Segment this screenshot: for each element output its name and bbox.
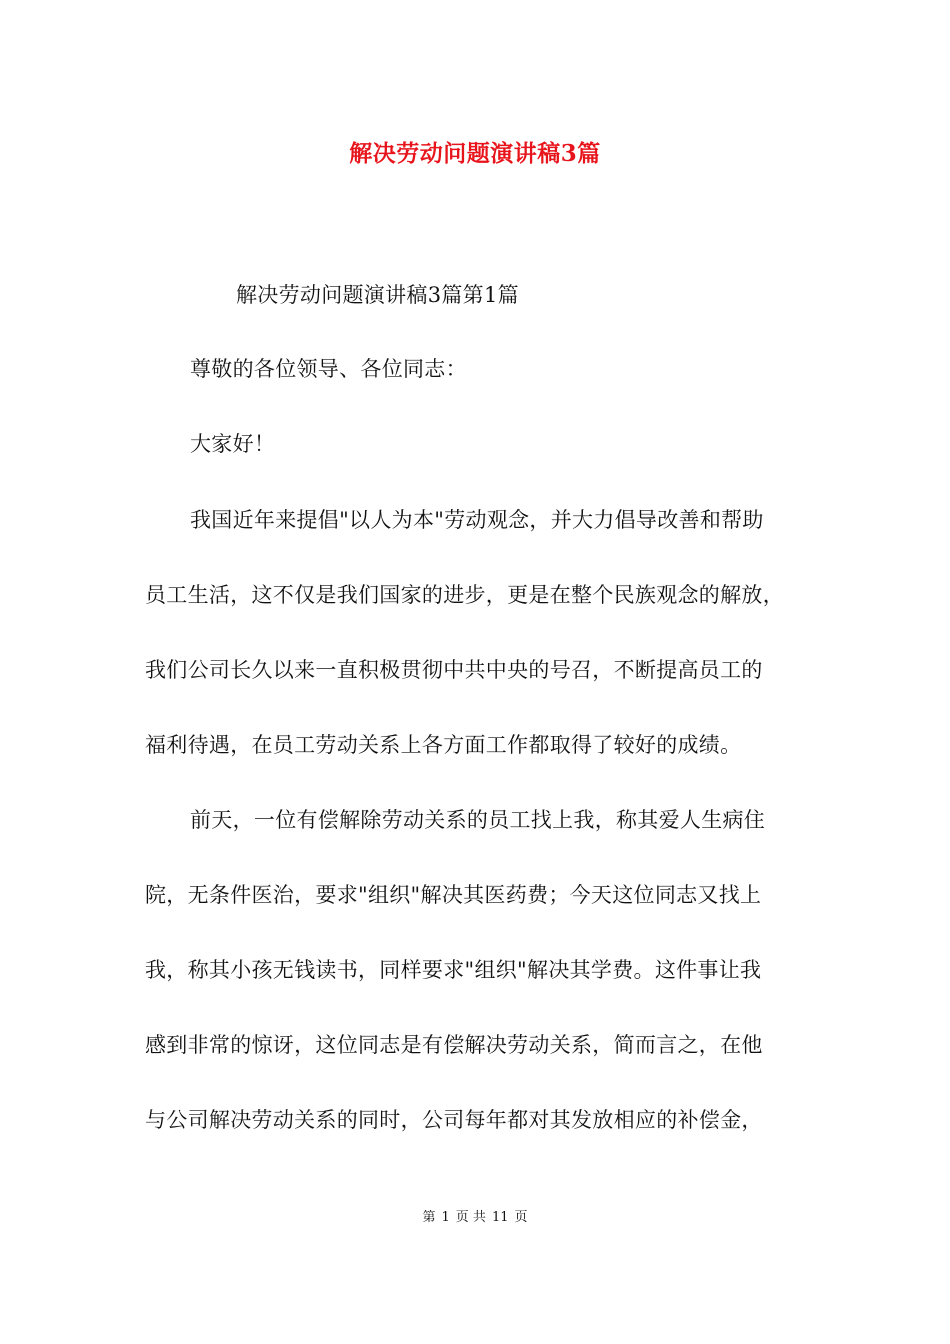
paragraph-line: 感到非常的惊讶，这位同志是有偿解决劳动关系，简而言之，在他 [145,1033,763,1057]
section-heading: 解决劳动问题演讲稿3篇第1篇 [236,283,519,307]
paragraph-line: 我们公司长久以来一直积极贯彻中共中央的号召，不断提高员工的 [145,658,763,682]
paragraph-line: 与公司解决劳动关系的同时，公司每年都对其发放相应的补偿金， [145,1108,763,1132]
footer-suffix: 页 [514,1210,528,1225]
greeting: 大家好！ [190,432,276,456]
paragraph-line: 院，无条件医治，要求"组织"解决其医药费；今天这位同志又找上 [145,883,762,907]
current-page-number: 1 [441,1210,450,1225]
salutation: 尊敬的各位领导、各位同志： [190,357,467,381]
paragraph-line: 福利待遇，在员工劳动关系上各方面工作都取得了较好的成绩。 [145,733,742,757]
page-footer [0,1208,950,1228]
footer-middle: 页 共 [455,1210,486,1225]
total-pages-number: 11 [491,1210,509,1225]
paragraph-line: 我，称其小孩无钱读书，同样要求"组织"解决其学费。这件事让我 [145,958,762,982]
paragraph-line: 员工生活，这不仅是我们国家的进步，更是在整个民族观念的解放， [145,583,784,607]
paragraph-line: 我国近年来提倡"以人为本"劳动观念，并大力倡导改善和帮助 [190,508,764,532]
document-title: 解决劳动问题演讲稿3篇 [349,140,601,167]
paragraph-line: 前天，一位有偿解除劳动关系的员工找上我，称其爱人生病住 [190,808,766,832]
footer-prefix: 第 [422,1210,436,1225]
